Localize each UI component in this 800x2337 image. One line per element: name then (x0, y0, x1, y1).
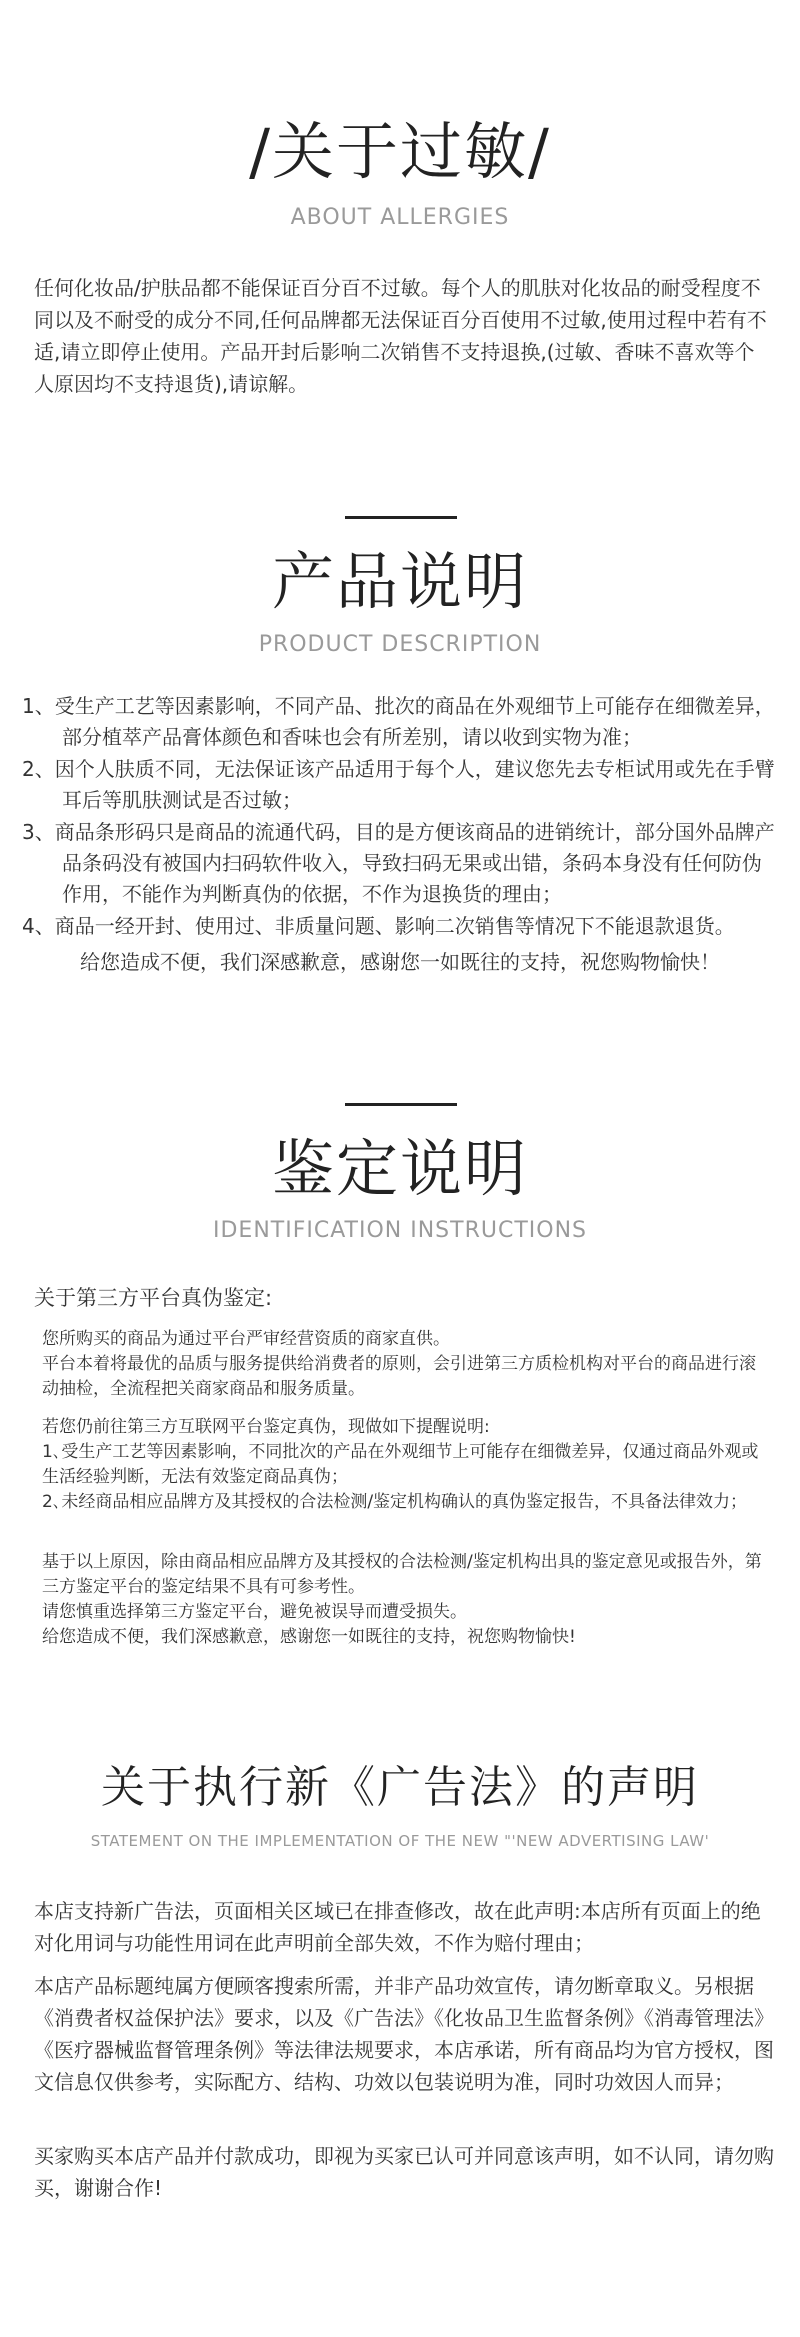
identification-subtitle: IDENTIFICATION INSTRUCTIONS (212, 1218, 587, 1243)
paragraph: 基于以上原因，除由商品相应品牌方及其授权的合法检测/鉴定机构出具的鉴定意见或报告外，第三方鉴定平台的鉴定结果不具有可参考性。 (42, 1552, 762, 1597)
paragraph: 2､未经商品相应品牌方及其授权的合法检测/鉴定机构确认的真伪鉴定报告，不具备法律效力； (42, 1492, 748, 1512)
identification-divider (345, 1103, 457, 1106)
advertising-para-1: 本店支持新广告法，页面相关区域已在排查修改，故在此声明:本店所有页面上的绝对化用词与功能性用词在此声明前全部失效，不作为赔付理由； (34, 1899, 761, 1955)
advertising-subtitle: STATEMENT ON THE IMPLEMENTATION OF THE NEW "'NEW ADVERTISING LAW' (90, 1832, 710, 1850)
identification-block-1 (42, 1327, 772, 1402)
identification-title: 鉴定说明 (271, 1132, 528, 1205)
paragraph: 给您造成不便，我们深感歉意，感谢您一如既往的支持，祝您购物愉快! (42, 1627, 576, 1647)
allergy-subtitle: ABOUT ALLERGIES (290, 205, 510, 230)
product-subtitle: PRODUCT DESCRIPTION (258, 632, 542, 657)
allergy-body: 任何化妆品/护肤品都不能保证百分百不过敏。每个人的肌肤对化妆品的耐受程度不同以及不耐受的成分不同,任何品牌都无法保证百分百使用不过敏,使用过程中若有不适,请立即停止使用。产品开封后影响二次销售不支持退换,(过敏、香味不喜欢等个人原因均不支持退货),请谅解。 (34, 276, 767, 396)
advertising-para-2: 本店产品标题纯属方便顾客搜索所需，并非产品功效宣传，请勿断章取义。另根据《消费者权益保护法》要求，以及《广告法》《化妆品卫生监督条例》《消毒管理法》《医疗器械监督管理条例》等法律法规要求，本店承诺，所有商品均为官方授权，图文信息仅供参考，实际配方、结构、功效以包装说明为准，同时功效因人而异； (34, 1974, 774, 2094)
product-notes-list (22, 691, 776, 943)
list-item: 1、受生产工艺等因素影响，不同产品、批次的商品在外观细节上可能存在细微差异，部分植萃产品膏体颜色和香味也会有所差别，请以收到实物为准； (22, 694, 775, 749)
paragraph: 您所购买的商品为通过平台严审经营资质的商家直供。 (42, 1329, 450, 1349)
product-divider (345, 516, 457, 519)
product-title: 产品说明 (271, 545, 528, 618)
advertising-para-3: 买家购买本店产品并付款成功，即视为买家已认可并同意该声明，如不认同，请勿购买，谢谢合作! (34, 2144, 774, 2200)
paragraph: 平台本着将最优的品质与服务提供给消费者的原则，会引进第三方质检机构对平台的商品进行滚动抽检，全流程把关商家商品和服务质量。 (42, 1354, 756, 1399)
list-item: 2、因个人肤质不同，无法保证该产品适用于每个人，建议您先去专柜试用或先在手臂耳后等肌肤测试是否过敏； (22, 757, 775, 812)
identification-block-2 (42, 1415, 772, 1515)
allergy-title: /关于过敏/ (249, 115, 551, 188)
advertising-title: 关于执行新《广告法》的声明 (101, 1762, 699, 1813)
list-item: 4、商品一经开封、使用过、非质量问题、影响二次销售等情况下不能退款退货。 (22, 914, 735, 938)
list-item: 3、商品条形码只是商品的流通代码，目的是方便该商品的进销统计，部分国外品牌产品条码没有被国内扫码软件收入，导致扫码无果或出错，条码本身没有任何防伪作用，不能作为判断真伪的依据，不作为退换货的理由； (22, 820, 775, 906)
product-apology: 给您造成不便，我们深感歉意，感谢您一如既往的支持，祝您购物愉快！ (80, 950, 720, 974)
paragraph: 若您仍前往第三方互联网平台鉴定真伪，现做如下提醒说明: (42, 1417, 490, 1437)
identification-heading: 关于第三方平台真伪鉴定: (34, 1286, 273, 1310)
paragraph: 请您慎重选择第三方鉴定平台，避免被误导而遭受损失。 (42, 1602, 467, 1622)
paragraph: 1､受生产工艺等因素影响，不同批次的产品在外观细节上可能存在细微差异，仅通过商品外观或生活经验判断，无法有效鉴定商品真伪； (42, 1442, 759, 1487)
identification-block-3 (42, 1550, 772, 1650)
